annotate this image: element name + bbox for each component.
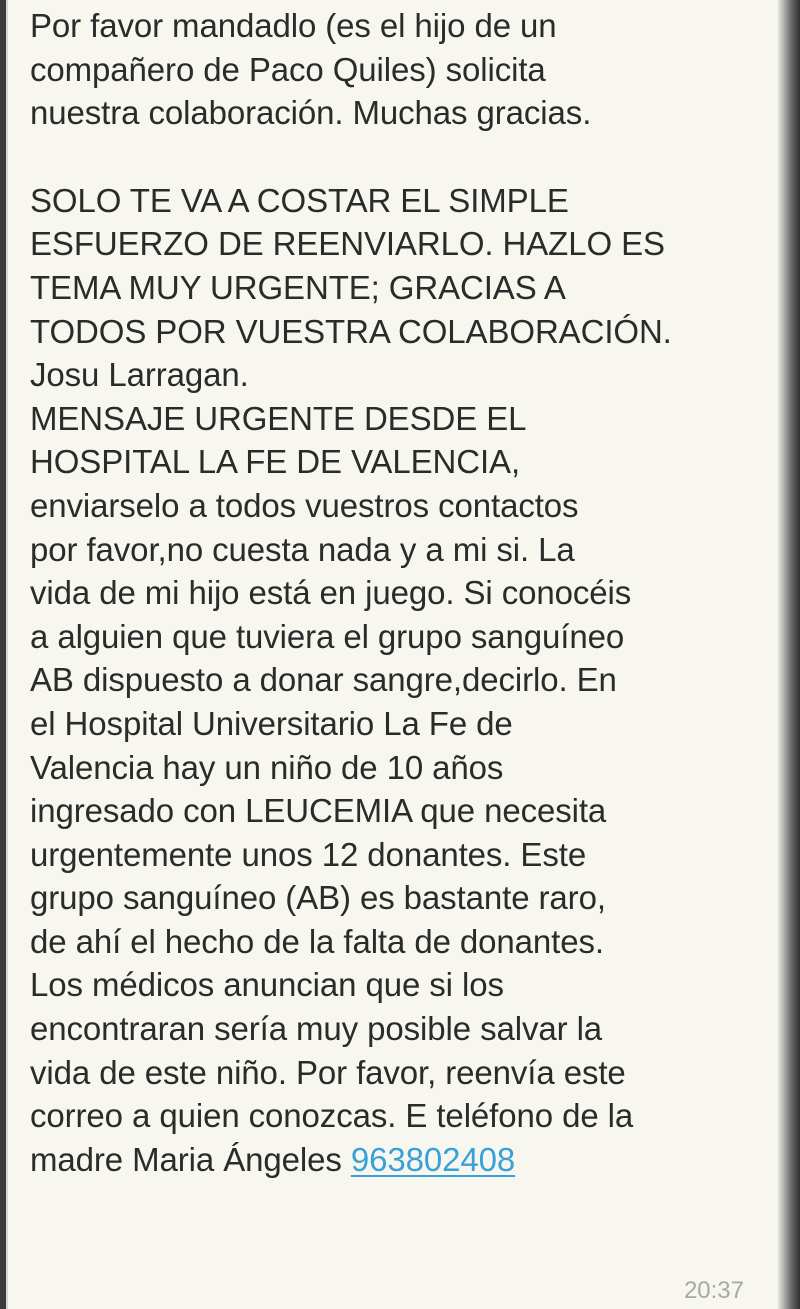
message-line: de ahí el hecho de la falta de donantes. <box>30 922 604 960</box>
message-line: TEMA MUY URGENTE; GRACIAS A <box>30 268 566 306</box>
message-line: Por favor mandadlo (es el hijo de un <box>30 7 557 44</box>
message-line: a alguien que tuviera el grupo sanguíneo <box>30 617 625 655</box>
message-line: compañero de Paco Quiles) solicita <box>30 50 546 88</box>
message-line: nuestra colaboración. Muchas gracias. <box>30 94 592 132</box>
message-line: Valencia hay un niño de 10 años <box>30 748 504 786</box>
message-line: AB dispuesto a donar sangre,decirlo. En <box>30 661 617 699</box>
message-line: Josu Larragan. <box>30 356 249 394</box>
message-line: ingresado con LEUCEMIA que necesita <box>30 792 607 830</box>
message-line: encontraran sería muy posible salvar la <box>30 1010 603 1048</box>
screen-edge-shadow <box>778 0 800 1309</box>
message-line: el Hospital Universitario La Fe de <box>30 704 513 742</box>
message-line: ESFUERZO DE REENVIARLO. HAZLO ES <box>30 225 665 263</box>
message-line: vida de este niño. Por favor, reenvía este <box>30 1053 626 1091</box>
message-line: urgentemente unos 12 donantes. Este <box>30 835 587 873</box>
message-line-prefix: madre Maria Ángeles <box>30 1140 351 1178</box>
message-timestamp: 20:37 <box>683 1277 744 1304</box>
message-last-line <box>30 1138 786 1182</box>
phone-number-link[interactable]: 963802408 <box>350 1140 516 1178</box>
message-line: correo a quien conozcas. E teléfono de la <box>30 1097 634 1135</box>
message-line: por favor,no cuesta nada y a mi si. La <box>30 530 575 568</box>
message-text <box>30 4 786 1181</box>
paragraph-gap <box>30 135 786 179</box>
message-line: grupo sanguíneo (AB) es bastante raro, <box>30 879 606 917</box>
message-line: enviarselo a todos vuestros contactos <box>30 486 579 524</box>
message-line: SOLO TE VA A COSTAR EL SIMPLE <box>30 181 569 219</box>
message-line: Los médicos anuncian que si los <box>30 966 504 1004</box>
message-bubble <box>6 0 778 1309</box>
message-line: TODOS POR VUESTRA COLABORACIÓN. <box>30 312 672 350</box>
message-line: HOSPITAL LA FE DE VALENCIA, <box>30 443 521 481</box>
message-line: MENSAJE URGENTE DESDE EL <box>30 399 527 437</box>
message-line: vida de mi hijo está en juego. Si conocéis <box>30 574 632 612</box>
